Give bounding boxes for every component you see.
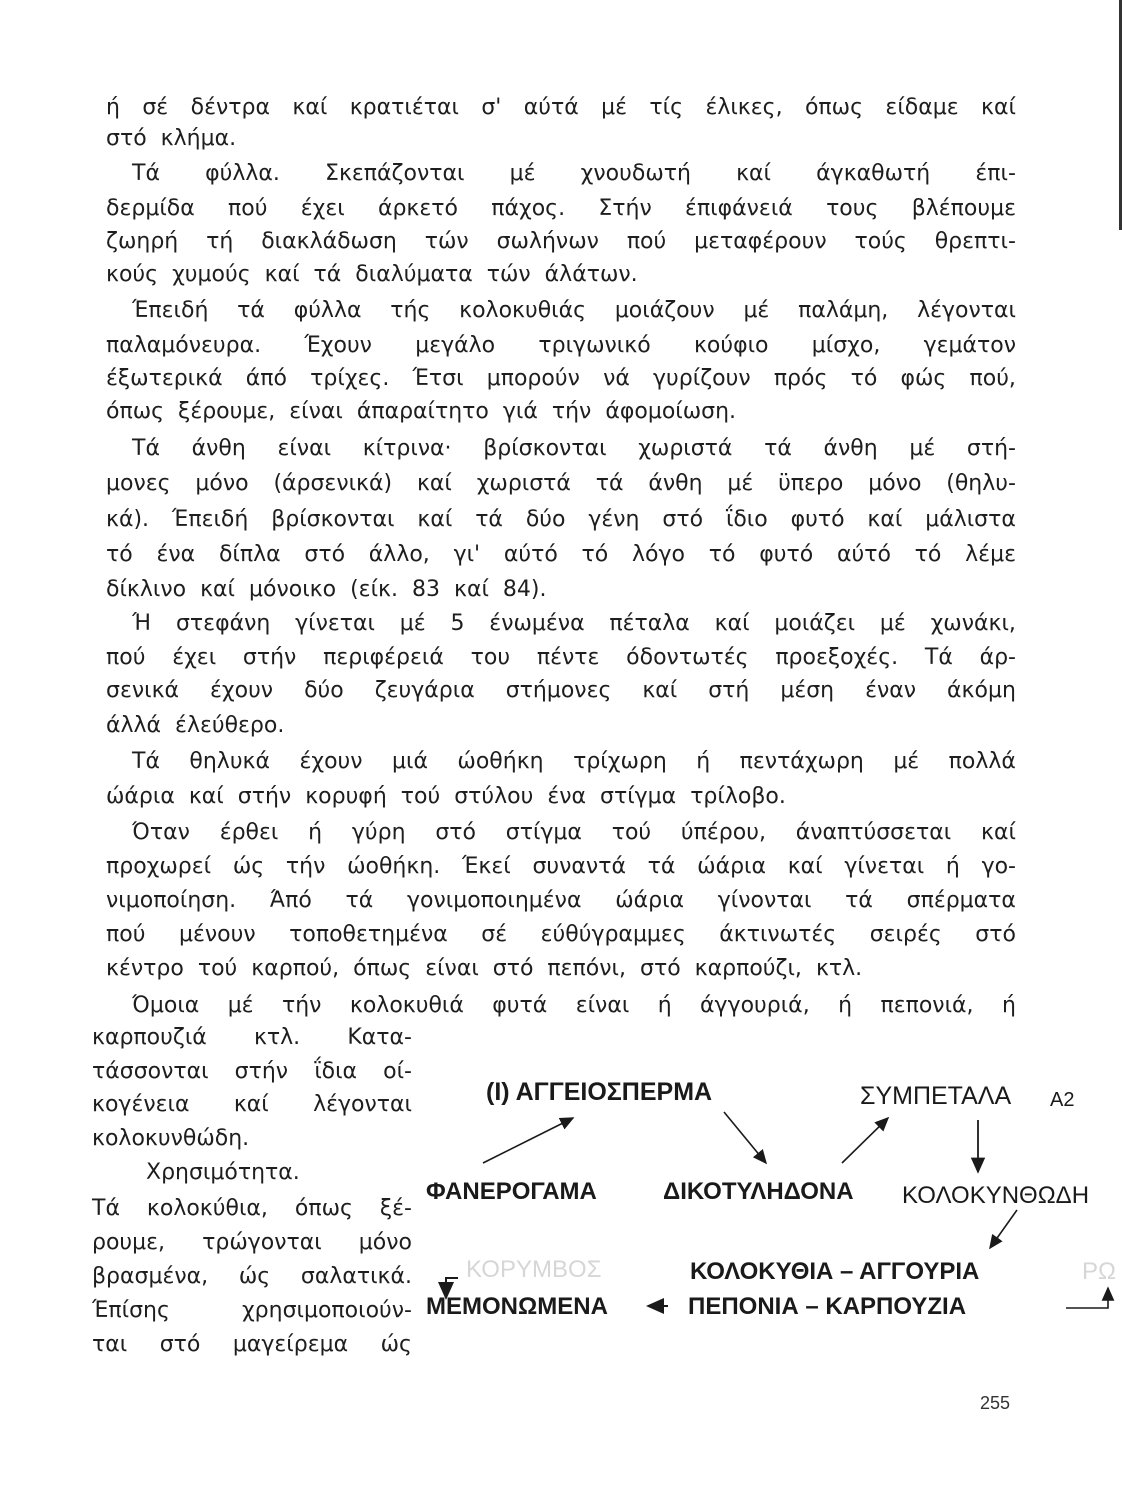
text-line: άλλά έλεύθερο. — [106, 713, 285, 738]
diagram-sympetala-tag: A2 — [1050, 1089, 1075, 1111]
text-line: Τά θηλυκά έχουν μιά ώοθήκη τρίχωρη ή πεντάχωρη μέ πολλά — [132, 749, 1016, 774]
text-line: σενικά έχουν δύο ζευγάρια στήμονες καί στή μέση έναν άκόμη — [106, 678, 1016, 703]
diagram-dikotyledona: ΔΙΚΟΤΥΛΗΔΟΝΑ — [663, 1178, 854, 1205]
diagram-korymbos: ΚΟΡΥΜΒΟΣ — [466, 1256, 602, 1283]
text-line: κογένεια καί λέγονται — [92, 1092, 412, 1117]
diagram-kolokythia-angouria: ΚΟΛΟΚΥΘΙΑ – ΑΓΓΟΥΡΙΑ — [690, 1258, 980, 1285]
diagram-angiosperma: (Ι) ΑΓΓΕΙΟΣΠΕΡΜΑ — [486, 1078, 713, 1106]
text-line: ται στό μαγείρεμα ώς — [92, 1332, 412, 1357]
text-line: κέντρο τού καρπού, όπως είναι στό πεπόνι, στό καρπούζι, κτλ. — [106, 956, 863, 981]
text-line: ζωηρή τή διακλάδωση τών σωλήνων πού μεταφέρουν τούς θρεπτι- — [106, 229, 1016, 254]
text-line: Όμοια μέ τήν κολοκυθιά φυτά είναι ή άγγουριά, ή πεπονιά, ή — [132, 993, 1016, 1018]
diagram-fanerogama: ΦΑΝΕΡΟΓΑΜΑ — [426, 1178, 597, 1205]
text-line: προχωρεί ώς τήν ώοθήκη. Έκεί συναντά τά ώάρια καί γίνεται ή γο- — [106, 854, 1016, 879]
text-line: τό ένα δίπλα στό άλλο, γι' αύτό τό λόγο τό φυτό αύτό τό λέμε — [106, 542, 1016, 567]
text-line: Τά άνθη είναι κίτρινα· βρίσκονται χωριστά τά άνθη μέ στή- — [132, 436, 1016, 461]
arrow-karpouzia — [1066, 1288, 1108, 1308]
arrow-dikotyledona-to-sympetala — [842, 1118, 888, 1163]
text-line: δίκλινο καί μόνοικο (είκ. 83 καί 84). — [106, 577, 547, 602]
text-line: κούς χυμούς καί τά διαλύματα τών άλάτων. — [106, 262, 638, 287]
text-line: τάσσονται στήν ΐδια οί- — [92, 1059, 412, 1084]
text-line: μονες μόνο (άρσενικά) καί χωριστά τά άνθη μέ ϋπερο μόνο (θηλυ- — [106, 471, 1016, 496]
text-line: Χρησιμότητα. — [146, 1160, 300, 1185]
diagram-sympetala: ΣΥΜΠΕΤΑΛΑ — [860, 1082, 1012, 1110]
text-line: ρουμε, τρώγονται μόνο — [92, 1230, 412, 1255]
text-line: καρπουζιά κτλ. Κατα- — [92, 1025, 412, 1050]
text-line: όπως ξέρουμε, είναι άπαραίτητο γιά τήν άφομοίωση. — [106, 399, 737, 424]
text-line: πού μένουν τοποθετημένα σέ εύθύγραμμες άκτινωτές σειρές στό — [106, 922, 1016, 947]
text-line: έξωτερικά άπό τρίχες. Έτσι μπορούν νά γυρίζουν πρός τό φώς πού, — [106, 366, 1016, 391]
text-line: στό κλήμα. — [106, 126, 237, 151]
text-line: παλαμόνευρα. Έχουν μεγάλο τριγωνικό κούφιο μίσχο, γεμάτον — [106, 333, 1016, 358]
text-line: βρασμένα, ώς σαλατικά. — [92, 1264, 412, 1289]
text-line: δερμίδα πού έχει άρκετό πάχος. Στήν έπιφάνειά τους βλέπουμε — [106, 196, 1016, 221]
text-line: Έπειδή τά φύλλα τής κολοκυθιάς μοιάζουν μέ παλάμη, λέγονται — [132, 298, 1016, 323]
text-line: Έπίσης χρησιμοποιούν- — [92, 1298, 412, 1323]
arrow-kolokynthodi-to-kolokythia — [990, 1210, 1017, 1248]
text-line: κολοκυνθώδη. — [92, 1126, 250, 1151]
text-line: Τά φύλλα. Σκεπάζονται μέ χνουδωτή καί άγκαθωτή έπι- — [132, 161, 1016, 186]
arrow-fanerogama-to-angiosperma — [483, 1118, 573, 1163]
text-line: Όταν έρθει ή γύρη στό στίγμα τού ύπέρου, άναπτύσσεται καί — [132, 820, 1016, 845]
text-line: κά). Έπειδή βρίσκονται καί τά δύο γένη στό ΐδιο φυτό καί μάλιστα — [106, 507, 1016, 532]
text-line: Ή στεφάνη γίνεται μέ 5 ένωμένα πέταλα καί μοιάζει μέ χωνάκι, — [132, 611, 1016, 636]
text-line: Τά κολοκύθια, όπως ξέ- — [92, 1196, 412, 1221]
arrow-angiosperma-to-dikotyledona — [724, 1112, 766, 1163]
diagram-faint-right: ΡΩ — [1082, 1258, 1116, 1285]
diagram-peponia-karpouzia: ΠΕΠΟΝΙΑ – ΚΑΡΠΟΥΖΙΑ — [688, 1293, 967, 1320]
text-line: ώάρια καί στήν κορυφή τού στύλου ένα στίγμα τρίλοβο. — [106, 784, 786, 809]
diagram-kolokynthodi: ΚΟΛΟΚΥΝΘΩΔΗ — [902, 1182, 1090, 1209]
diagram-memonomena: ΜΕΜΟΝΩΜΕΝΑ — [426, 1293, 608, 1320]
text-line: νιμοποίηση. Άπό τά γονιμοποιημένα ώάρια γίνονται τά σπέρματα — [106, 888, 1016, 913]
text-line: ή σέ δέντρα καί κρατιέται σ' αύτά μέ τίς έλικες, όπως είδαμε καί — [106, 95, 1016, 120]
page-number: 255 — [980, 1393, 1011, 1413]
text-line: πού έχει στήν περιφέρειά του πέντε όδοντωτές προεξοχές. Τά άρ- — [106, 645, 1016, 670]
